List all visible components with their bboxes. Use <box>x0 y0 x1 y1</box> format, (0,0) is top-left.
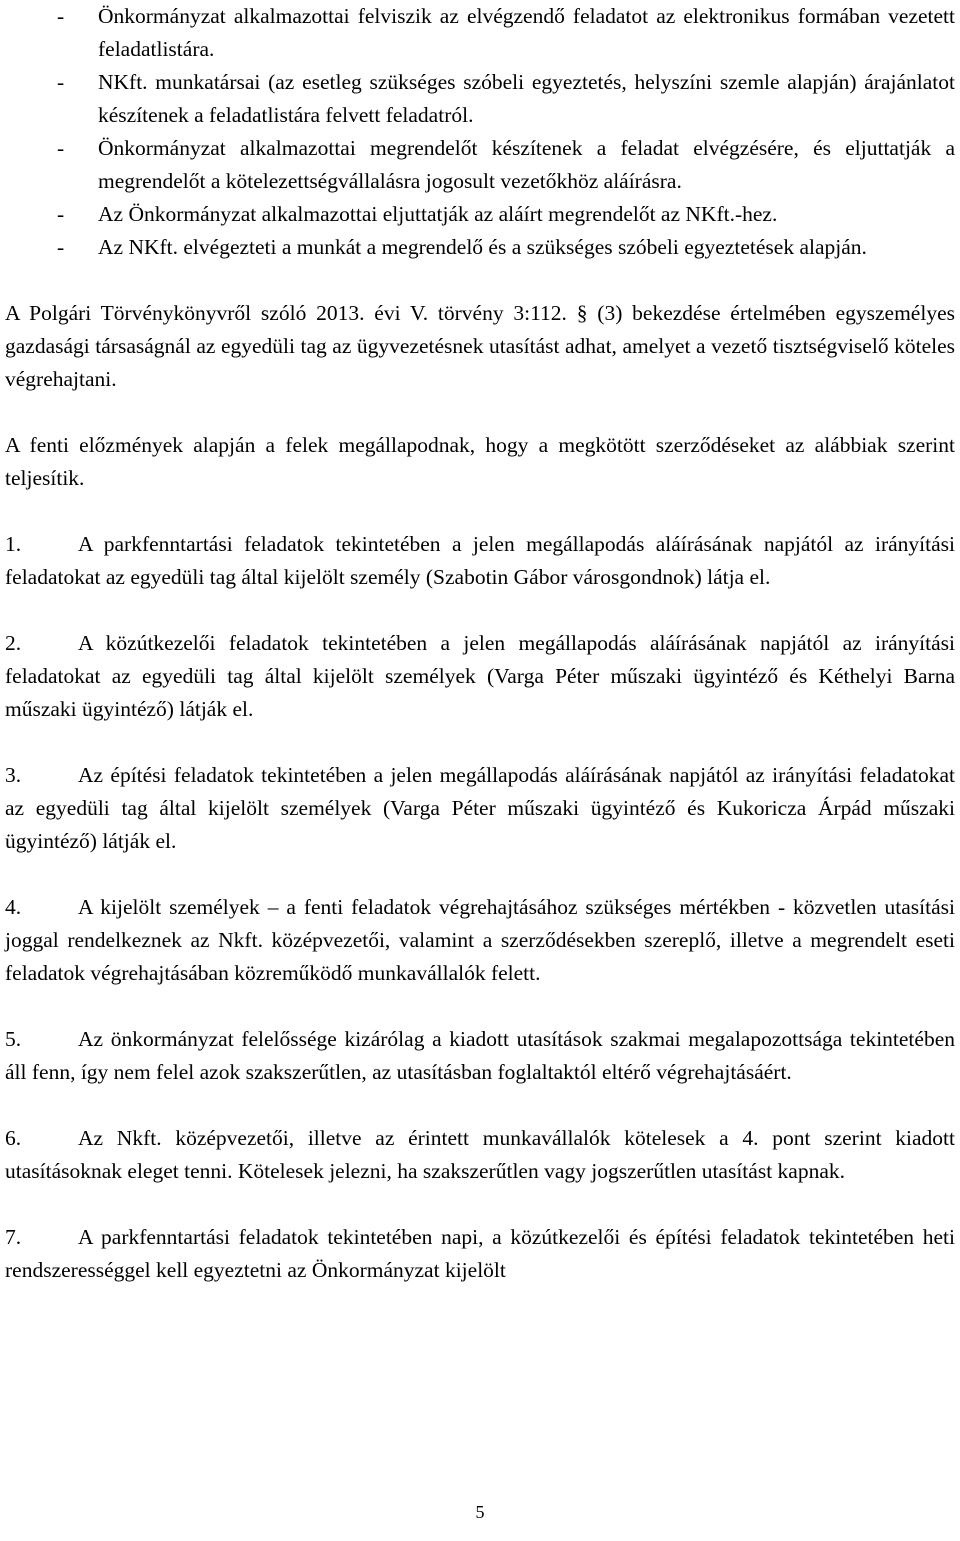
paragraph-number: 3. <box>5 763 22 787</box>
procedure-list <box>5 0 955 264</box>
dash-bullet: - <box>57 202 65 226</box>
numbered-paragraph-7 <box>5 1221 955 1287</box>
dash-bullet: - <box>57 4 65 28</box>
paragraph-text: A kijelölt személyek – a fenti feladatok végrehajtásához szükséges mértékben - közvetlen utasítási joggal rendelkeznek az Nkft. középvezetői, valamint a szerződésekben szereplő, illetve a megrendelt eseti feladatok végrehajtásában közreműködő munkavállalók felett. <box>5 895 955 985</box>
list-item-text: NKft. munkatársai (az esetleg szükséges szóbeli egyeztetés, helyszíni szemle alapján) árajánlatot készítenek a feladatlistára felvett feladatról. <box>98 70 955 127</box>
numbered-paragraph-4 <box>5 891 955 990</box>
list-item <box>5 0 955 66</box>
dash-bullet: - <box>57 235 65 259</box>
list-item <box>5 231 955 264</box>
numbered-paragraph-5 <box>5 1023 955 1089</box>
paragraph-text: A parkfenntartási feladatok tekintetében napi, a közútkezelői és építési feladatok tekintetében heti rendszerességgel kell egyeztetni az Önkormányzat kijelölt <box>5 1225 955 1282</box>
paragraph-number: 6. <box>5 1126 22 1150</box>
numbered-paragraph-2 <box>5 627 955 726</box>
numbered-paragraph-3 <box>5 759 955 858</box>
list-item <box>5 66 955 132</box>
list-item <box>5 198 955 231</box>
paragraph-number: 5. <box>5 1027 22 1051</box>
list-item-text: Az NKft. elvégezteti a munkát a megrendelő és a szükséges szóbeli egyeztetések alapján. <box>98 235 867 259</box>
paragraph-text: Az építési feladatok tekintetében a jelen megállapodás aláírásának napjától az irányítási feladatokat az egyedüli tag által kijelölt személyek (Varga Péter műszaki ügyintéző és Kukoricza Árpád műszaki ügyintéző) látják el. <box>5 763 955 853</box>
paragraph-number: 2. <box>5 631 22 655</box>
numbered-paragraph-6 <box>5 1122 955 1188</box>
list-item <box>5 132 955 198</box>
paragraph-text: Az Nkft. középvezetői, illetve az érintett munkavállalók kötelesek a 4. pont szerint kiadott utasításoknak eleget tenni. Kötelesek jelezni, ha szakszerűtlen vagy jogszerűtlen utasítást kapnak. <box>5 1126 955 1183</box>
document-page <box>5 0 955 1287</box>
civil-code-paragraph: A Polgári Törvénykönyvről szóló 2013. évi V. törvény 3:112. § (3) bekezdése értelmében egyszemélyes gazdasági társaságnál az egyedüli tag az ügyvezetésnek utasítást adhat, amelyet a vezető tisztségviselő köteles végrehajtani. <box>5 301 955 391</box>
paragraph-text: A közútkezelői feladatok tekintetében a jelen megállapodás aláírásának napjától az irányítási feladatokat az egyedüli tag által kijelölt személyek (Varga Péter műszaki ügyintéző és Kéthelyi Barna műszaki ügyintéző) látják el. <box>5 631 955 721</box>
agreement-intro-paragraph: A fenti előzmények alapján a felek megállapodnak, hogy a megkötött szerződéseket az alábbiak szerint teljesítik. <box>5 433 955 490</box>
paragraph-text: Az önkormányzat felelőssége kizárólag a kiadott utasítások szakmai megalapozottsága tekintetében áll fenn, így nem felel azok szakszerűtlen, az utasításban foglaltaktól eltérő végrehajtásáért. <box>5 1027 955 1084</box>
page-number: 5 <box>475 1502 485 1522</box>
paragraph-number: 4. <box>5 895 22 919</box>
paragraph-number: 7. <box>5 1225 22 1249</box>
paragraph-number: 1. <box>5 532 22 556</box>
list-item-text: Önkormányzat alkalmazottai felviszik az elvégzendő feladatot az elektronikus formában vezetett feladatlistára. <box>98 4 955 61</box>
list-item-text: Az Önkormányzat alkalmazottai eljuttatják az aláírt megrendelőt az NKft.-hez. <box>98 202 778 226</box>
paragraph-text: A parkfenntartási feladatok tekintetében a jelen megállapodás aláírásának napjától az irányítási feladatokat az egyedüli tag által kijelölt személy (Szabotin Gábor városgondnok) látja el. <box>5 532 955 589</box>
numbered-paragraph-1 <box>5 528 955 594</box>
dash-bullet: - <box>57 136 65 160</box>
list-item-text: Önkormányzat alkalmazottai megrendelőt készítenek a feladat elvégzésére, és eljuttatják a megrendelőt a kötelezettségvállalásra jogosult vezetőkhöz aláírásra. <box>98 136 955 193</box>
dash-bullet: - <box>57 70 65 94</box>
